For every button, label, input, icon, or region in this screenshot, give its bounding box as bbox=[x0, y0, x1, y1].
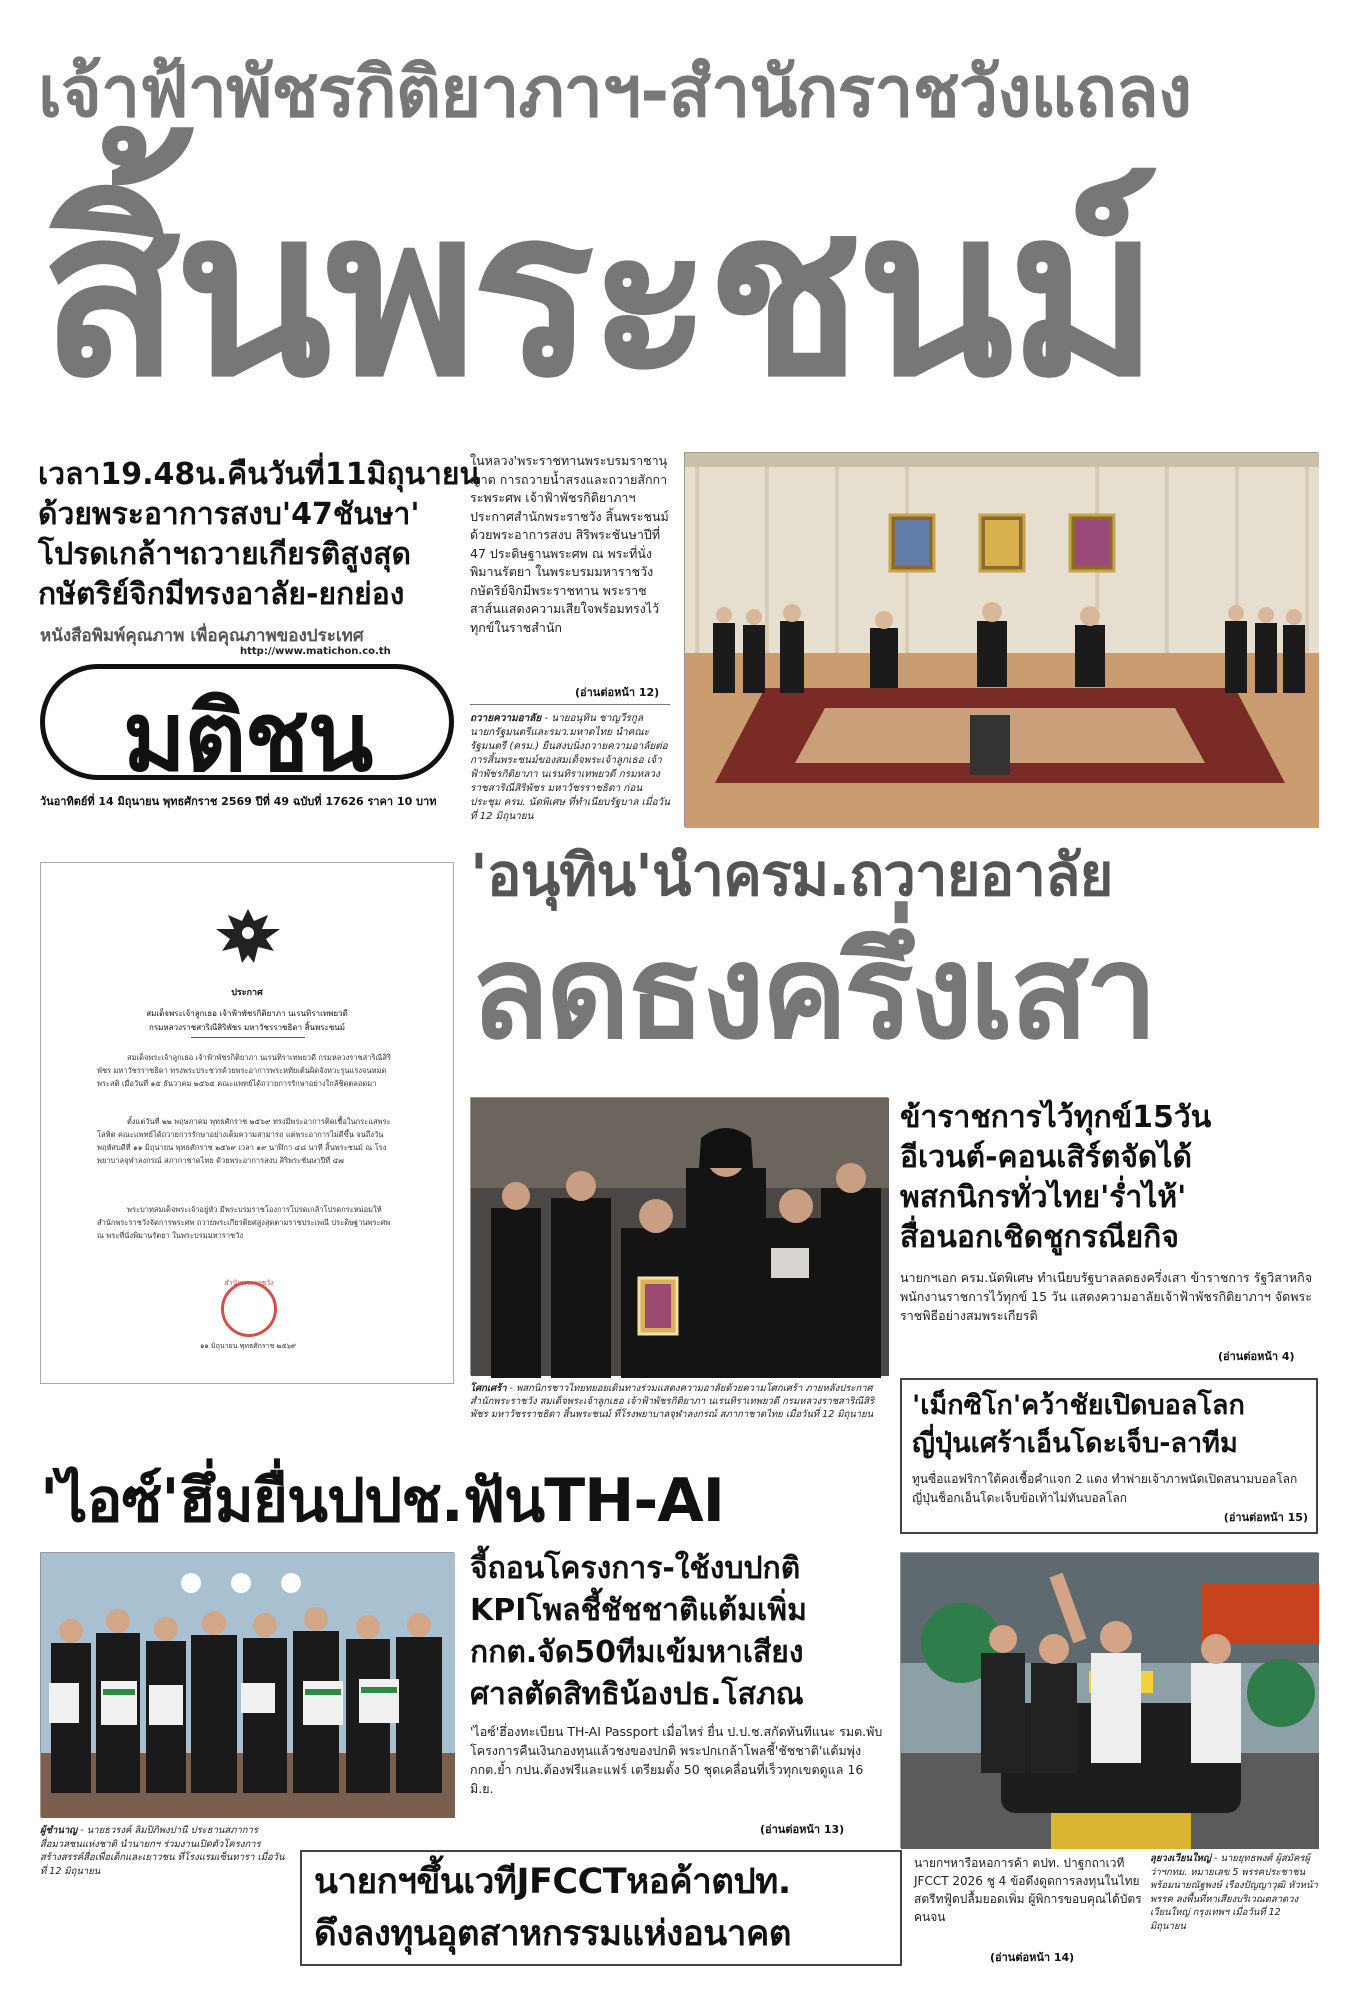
press-conference-photo bbox=[40, 1552, 454, 1817]
site-url[interactable]: http://www.matichon.co.th bbox=[240, 646, 391, 657]
subhead-line: โปรดเกล้าฯถวายเกียรติสูงสุด bbox=[38, 537, 412, 572]
mourning-kicker: 'อนุทิน'นำครม.ถวายอาลัย bbox=[470, 841, 1113, 909]
mourning-subhead-line: สื่อนอกเชิดชูกรณียกิจ bbox=[900, 1220, 1179, 1255]
masthead-logo bbox=[40, 664, 454, 793]
jfcct-body: นายกฯหารือหอการค้า ตปท. ปาฐกถาเวที JFCCT 2026 ชู 4 ข้อดึงดูดการลงทุนในไทย สตรีทฟู้ดปลื้มยอดเพิ่ม ผู้พิการขอบคุณได้บัตรคนจน bbox=[914, 1856, 1142, 1924]
jfcct-headline: นายกฯขึ้นเวทีJFCCTหอค้าตปท. bbox=[314, 1862, 791, 1902]
mourners-caption: โศกเศร้า - พสกนิกรชาวไทยทยอยเดินทางร่วมแสดงความอาลัยด้วยความโศกเศร้า ภายหลังประกาศสำนักพระราชวัง สมเด็จพระเจ้าลูกเธอ เจ้าฟ้าพัชรกิติยาภา นเรนทิราเทพยวดี กรมหลวงราชสาริณีสิริพัชร มหาวัชรราชธิดา สิ้นพระชนม์ ที่โรงพยาบาลจุฬาลงกรณ์ สภากาชาดไทย เมื่อวันที่ 12 มิถุนายน bbox=[470, 1383, 875, 1420]
lead-divider bbox=[470, 704, 670, 705]
jfcct-headline: ดึงลงทุนอุตสาหกรรมแห่งอนาคต bbox=[314, 1914, 792, 1954]
campaign-illustration bbox=[901, 1553, 1319, 1849]
mourning-subhead-line: อีเวนต์-คอนเสิร์ตจัดได้ bbox=[900, 1140, 1192, 1175]
world-cup-body: ทูนซื่อแอฟริกาใต้คงเชื้อคำแจก 2 แดง ทำพ่ายเจ้าภาพนัดเปิดสนามบอลโลก ญี่ปุ่นช็อกเอ็นโดะเจ็บข้อเท้าไม่ทันบอลโลก bbox=[912, 1472, 1298, 1505]
announcement-date: ๑๑ มิถุนายน พุทธศักราช ๒๕๖๙ bbox=[199, 1342, 297, 1350]
ice-subhead-line: KPIโพลชี้ชัชชาติแต้มเพิ่ม bbox=[470, 1593, 807, 1628]
royal-announcement bbox=[40, 862, 454, 1384]
mourners-illustration bbox=[471, 1098, 889, 1376]
ice-subhead-line: จี้ถอนโครงการ-ใช้งบปกติ bbox=[470, 1551, 801, 1586]
announcement-para: สมเด็จพระเจ้าลูกเธอ เจ้าฟ้าพัชรกิติยาภา นเรนทิราเทพยวดี กรมหลวงราชสาริณีสิริพัชร มหาวัชรราชธิดา ทรงพระประชวรด้วยพระอาการพระหทัยเต้นผิดจังหวะรุนแรงจนหมดพระสติ เมื่อวันที่ ๑๕ ธันวาคม ๒๕๖๕ คณะแพทย์ได้ถวายการรักษาอย่างใกล้ชิดตลอดมา bbox=[97, 1053, 391, 1088]
ice-body: 'ไอซ์'ฮึ่องทะเบียน TH-AI Passport เมื่อไหร่ ยื่น ป.ป.ช.สกัดทันทีแนะ รมต.พับโครงการคืนเงินกองทุนแล้วชงของปกติ พระปกเกล้าโพลชี้'ชัชชาติ'แต้มพุ่ง กกต.ย้ำ กปน.ต้องฟรีและแฟร์ เตรียมตั้ง 50 ชุดเคลื่อนที่เร็วทุกเขตดูแล 16 มิ.ย. bbox=[470, 1724, 883, 1796]
announcement-subtitle: สมเด็จพระเจ้าลูกเธอ เจ้าฟ้าพัชรกิติยาภา นเรนทิราเทพยวดี bbox=[146, 1009, 348, 1018]
jfcct-box bbox=[300, 1850, 902, 1966]
campaign-caption: ลุยวงเวียนใหญ่ - นายยุทธพงศ์ ผู้สมัครผู้ว่าฯกทม. หมายเลข 5 พรรคประชาชน พร้อมนายณัฐพงษ์ เรืองปัญญาวุฒิ หัวหน้าพรรค ลงพื้นที่หาเสียงบริเวณตลาดวงเวียนใหญ่ กรุงเทพฯ เมื่อวันที่ 12 มิถุนายน bbox=[1150, 1853, 1318, 1932]
announcement-para: ตั้งแต่วันที่ ๒๒ พฤษภาคม พุทธศักราช ๒๕๖๙ ทรงมีพระอาการติดเชื้อในกระแสพระโลหิต คณะแพทย์ได้ถวายการรักษาอย่างเต็มความสามารถ แต่พระอาการไม่ดีขึ้น จนถึงวันพฤหัสบดีที่ ๑๑ มิถุนายน พุทธศักราช ๒๕๖๙ เวลา ๑๙ นาฬิกา ๔๘ นาที สิ้นพระชนม์ ณ โรงพยาบาลจุฬาลงกรณ์ สภากาชาดไทย ด้วยพระอาการสงบ สิริพระชันษาปีที่ ๔๗ bbox=[97, 1117, 391, 1165]
world-cup-more-link[interactable]: (อ่านต่อหน้า 15) bbox=[1223, 1511, 1308, 1524]
slogan: หนังสือพิมพ์คุณภาพ เพื่อคุณภาพของประเทศ bbox=[40, 626, 364, 646]
dateline: วันอาทิตย์ที่ 14 มิถุนายน พุทธศักราช 2569 ปีที่ 49 ฉบับที่ 17626 ราคา 10 บาท bbox=[40, 795, 437, 808]
announcement-subtitle: กรมหลวงราชสาริณีสิริพัชร มหาวัชรราชธิดา สิ้นพระชนม์ bbox=[148, 1023, 345, 1032]
lead-story-text: ในหลวง'พระราชทานพระบรมราชานุญาต การถวายน้ำสรงและถวายสักการะพระศพ เจ้าฟ้าพัชรกิติยาภาฯประกาศสำนักพระราชวัง สิ้นพระชนม์ด้วยพระอาการสงบ สิริพระชันษาปีที่ 47 ประดิษฐานพระศพ ณ พระที่นั่งพิมานรัตยา ในพระบรมมหาราชวัง กษัตริย์จิกมีพระราชทาน พระราชสาส์นแสดงความเสียใจพร้อมทรงไว้ทุกข์ในราชสำนัก bbox=[470, 453, 669, 635]
mourning-headline: ลดธงครึ่งเสา bbox=[470, 916, 1154, 1068]
press-conference-illustration bbox=[41, 1553, 455, 1818]
subhead-line: เวลา19.48น.คืนวันที่11มิถุนายน bbox=[38, 457, 480, 492]
seal-text: สำนักพระราชวัง bbox=[224, 1279, 274, 1287]
subhead-block bbox=[38, 455, 480, 615]
ice-more-link[interactable]: (อ่านต่อหน้า 13) bbox=[760, 1823, 845, 1836]
lead-photo-caption: ถวายความอาลัย - นายอนุทิน ชาญวีรกูล นายกรัฐมนตรีและรมว.มหาดไทย นำคณะรัฐมนตรี (ครม.) ยืนสงบนิ่งถวายความอาลัยต่อการสิ้นพระชนม์ของสมเด็จพระเจ้าลูกเธอ เจ้าฟ้าพัชรกิติยาภา นเรนทิราเทพยวดี กรมหลวงราชสาริณีสิริพัชร มหาวัชรราชธิดา ก่อนประชุม ครม. นัดพิเศษ ที่ทำเนียบรัฐบาล เมื่อวันที่ 12 มิถุนายน bbox=[470, 713, 670, 822]
world-cup-headline: 'เม็กซิโก'คว้าชัยเปิดบอลโลก bbox=[912, 1390, 1245, 1421]
garuda-emblem-icon bbox=[208, 903, 288, 973]
announcement-seal-stamp bbox=[221, 1281, 277, 1337]
subhead-line: กษัตริย์จิกมีทรงอาลัย-ยกย่อง bbox=[38, 577, 405, 612]
mourning-subhead-line: ข้าราชการไว้ทุกข์15วัน bbox=[900, 1100, 1212, 1135]
mourning-more-link[interactable]: (อ่านต่อหน้า 4) bbox=[1218, 1350, 1295, 1363]
campaign-taxi-photo bbox=[900, 1552, 1318, 1848]
subhead-line: ด้วยพระอาการสงบ'47ชันษา' bbox=[38, 497, 420, 532]
mourning-body: นายกฯเอก ครม.นัดพิเศษ ทำเนียบรัฐบาลลดธงครึ่งเสา ข้าราชการ รัฐวิสาหกิจ พนักงานราชการไว้ทุกข์ 15 วัน แสดงความอาลัยเจ้าฟ้าพัชรกิติยาภาฯ จัดพระราชพิธีอย่างสมพระเกียรติ bbox=[900, 1270, 1313, 1323]
lead-more-link[interactable]: (อ่านต่อหน้า 12) bbox=[575, 686, 660, 699]
cabinet-meeting-photo bbox=[684, 452, 1318, 827]
press-conference-caption: ผู้ชำนาญ - นายธวรงค์ ลิมปิภิพงปานี ประธานสภาการสื่อมวลชนแห่งชาติ นำนายกฯ ร่วมงานเปิดตัวโครงการสร้างสรรค์สื่อเพื่อเด็กและเยาวชน ที่โรงแรมเซ็นทารา เมื่อวันที่ 12 มิถุนายน bbox=[40, 1825, 285, 1877]
main-headline: สิ้นพระชนม์ bbox=[40, 161, 1154, 428]
world-cup-box bbox=[900, 1378, 1318, 1534]
logo-text: มติชน bbox=[122, 681, 372, 793]
mourning-subhead-block bbox=[900, 1098, 1320, 1258]
mourning-subhead-line: พสกนิกรทั่วไทย'ร่ำไห้' bbox=[900, 1180, 1187, 1215]
ice-subhead-line: กกต.จัด50ทีมเข้มหาเสียง bbox=[470, 1635, 804, 1670]
top-kicker: เจ้าฟ้าพัชรกิติยาภาฯ-สำนักราชวังแถลง bbox=[38, 51, 1192, 133]
mourners-photo bbox=[470, 1097, 888, 1375]
meeting-room-illustration bbox=[685, 453, 1319, 828]
announcement-title: ประกาศ bbox=[231, 988, 263, 998]
announcement-para: พระบาทสมเด็จพระเจ้าอยู่หัว มีพระบรมราชโองการโปรดเกล้าโปรดกระหม่อมให้สำนักพระราชวังจัดการพระศพ ถวายพระเกียรติยศสูงสุดตามราชประเพณี ประดิษฐานพระศพ ณ พระที่นั่งพิมานรัตยา ในพระบรมมหาราชวัง bbox=[97, 1205, 391, 1240]
jfcct-more-link[interactable]: (อ่านต่อหน้า 14) bbox=[990, 1951, 1075, 1964]
ice-headline: 'ไอซ์'ฮึ่มยื่นปปช.ฟันTH-AI bbox=[40, 1466, 725, 1536]
ice-subhead-line: ศาลตัดสิทธิน้องปธ.โสภณ bbox=[470, 1677, 804, 1712]
ice-subhead-block bbox=[470, 1548, 890, 1716]
world-cup-headline: ญี่ปุ่นเศร้าเอ็นโดะเจ็บ-ลาทีม bbox=[912, 1428, 1238, 1459]
